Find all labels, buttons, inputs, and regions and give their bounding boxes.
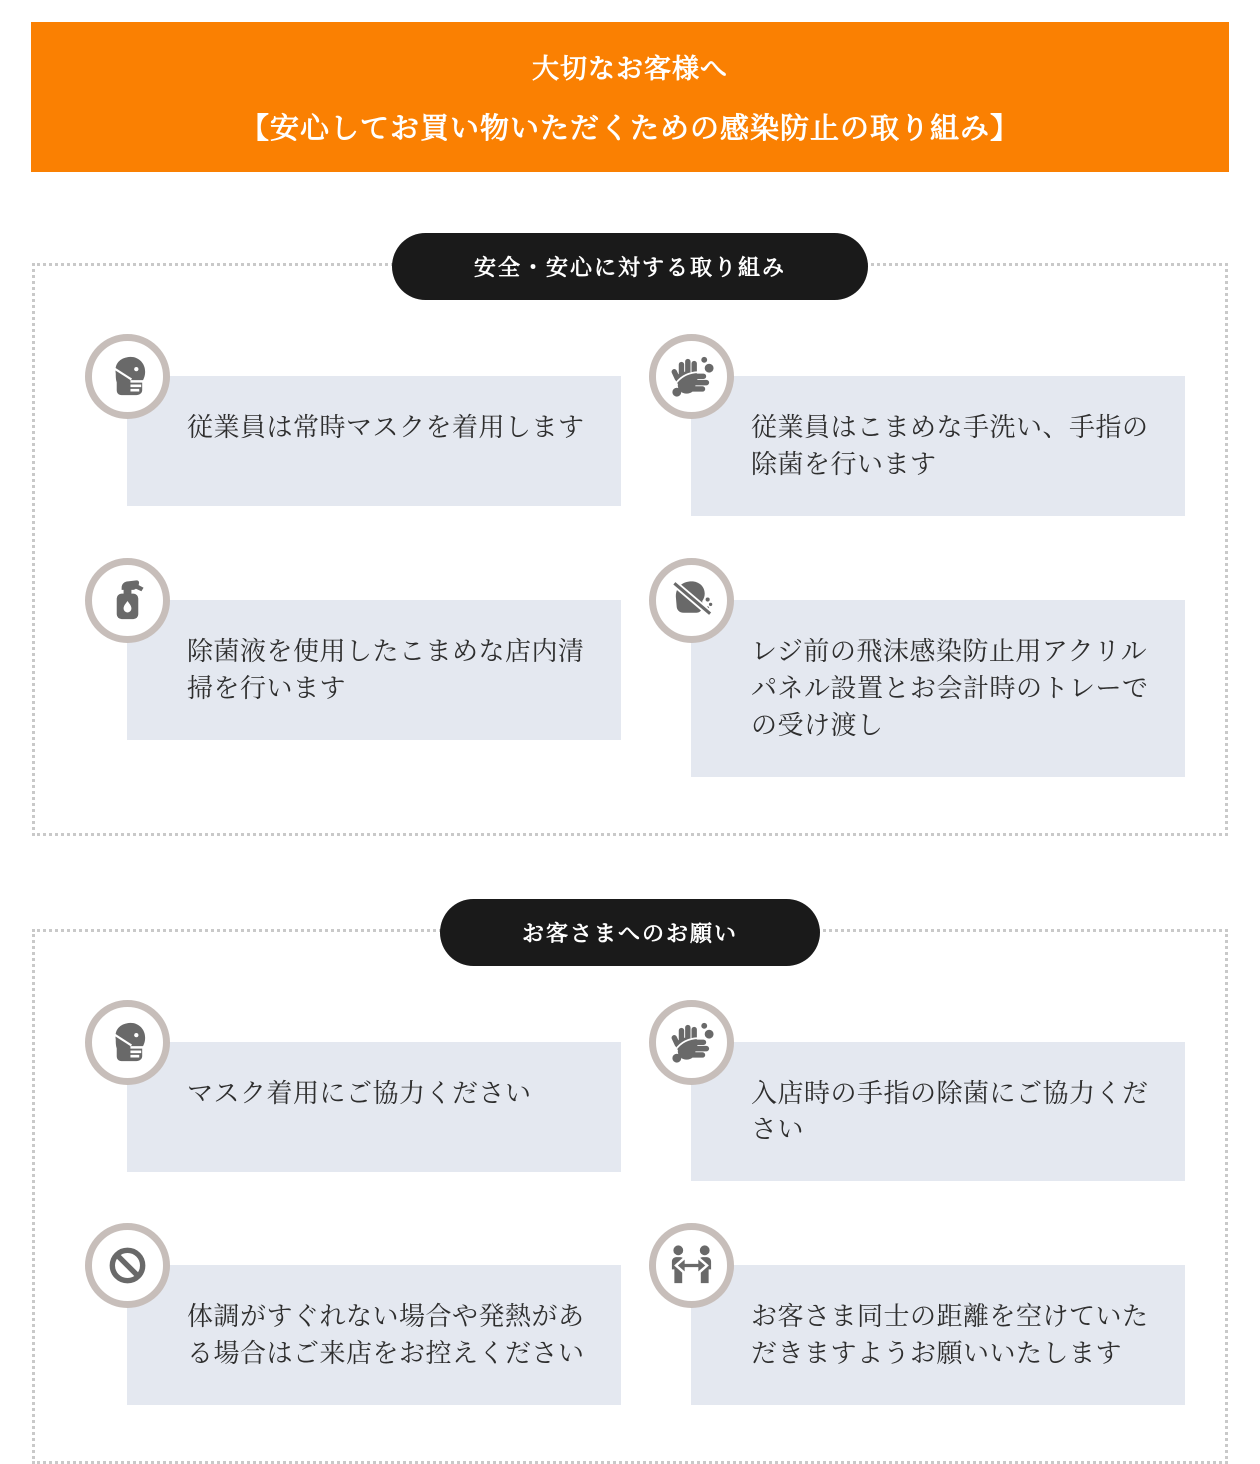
item-text: お客さま同士の距離を空けていただきますようお願いいたします bbox=[691, 1265, 1185, 1405]
item-text: 従業員は常時マスクを着用します bbox=[127, 376, 621, 506]
item-text: 体調がすぐれない場合や発熱がある場合はご来店をお控えください bbox=[127, 1265, 621, 1405]
droplet-block-icon bbox=[649, 558, 734, 643]
section-customer-requests bbox=[32, 920, 1228, 1464]
items-grid bbox=[85, 334, 1185, 777]
hand-wash-icon bbox=[649, 334, 734, 419]
item-text: 除菌液を使用したこまめな店内清掃を行います bbox=[127, 600, 621, 740]
section-badge: 安全・安心に対する取り組み bbox=[392, 233, 868, 300]
mask-face-icon bbox=[85, 1000, 170, 1085]
hand-wash-icon bbox=[649, 1000, 734, 1085]
list-item bbox=[85, 1223, 621, 1405]
list-item bbox=[649, 1223, 1185, 1405]
header-subtitle: 【安心してお買い物いただくための感染防止の取り組み】 bbox=[239, 113, 1020, 145]
item-text: 従業員はこまめな手洗い、手指の除菌を行います bbox=[691, 376, 1185, 516]
header-title: 大切なお客様へ bbox=[532, 54, 728, 84]
header-banner bbox=[31, 22, 1229, 172]
prohibition-icon bbox=[85, 1223, 170, 1308]
list-item bbox=[85, 334, 621, 516]
list-item bbox=[649, 558, 1185, 777]
item-text: 入店時の手指の除菌にご協力ください bbox=[691, 1042, 1185, 1182]
spray-bottle-icon bbox=[85, 558, 170, 643]
list-item bbox=[85, 558, 621, 777]
section-badge: お客さまへのお願い bbox=[440, 899, 820, 966]
list-item bbox=[649, 334, 1185, 516]
social-distance-icon bbox=[649, 1223, 734, 1308]
section-safety-measures bbox=[32, 255, 1228, 836]
items-grid bbox=[85, 1000, 1185, 1406]
item-text: マスク着用にご協力ください bbox=[127, 1042, 621, 1172]
mask-face-icon bbox=[85, 334, 170, 419]
item-text: レジ前の飛沫感染防止用アクリルパネル設置とお会計時のトレーでの受け渡し bbox=[691, 600, 1185, 777]
list-item bbox=[85, 1000, 621, 1182]
list-item bbox=[649, 1000, 1185, 1182]
